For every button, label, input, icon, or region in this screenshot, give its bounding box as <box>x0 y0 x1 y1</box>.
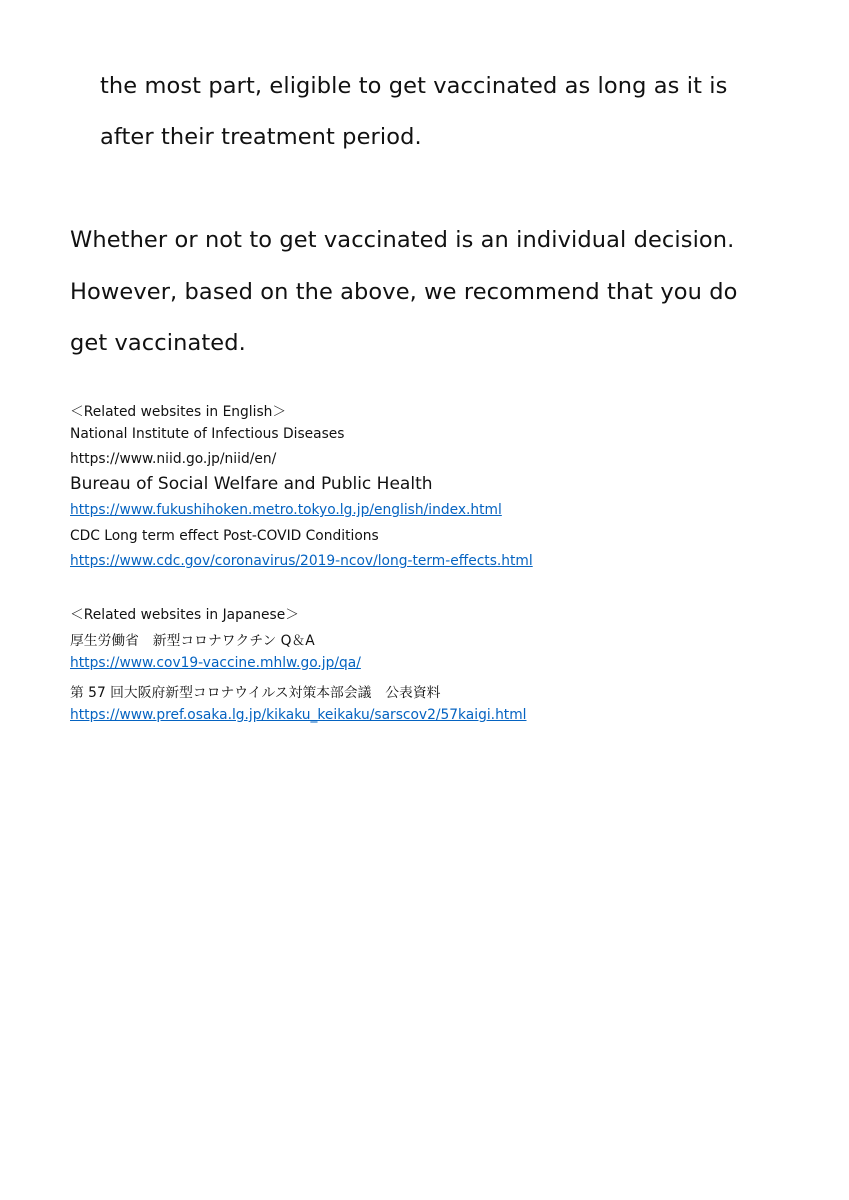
english-sites-heading: ＜Related websites in English＞ <box>70 404 287 420</box>
mhlw-name: 厚生労働省 新型コロナワクチン Q＆A <box>70 633 315 649</box>
japanese-sites-heading: ＜Related websites in Japanese＞ <box>70 607 300 623</box>
mhlw-link[interactable]: https://www.cov19-vaccine.mhlw.go.jp/qa/ <box>70 655 361 671</box>
cdc-name: CDC Long term effect Post-COVID Conditions <box>70 528 379 544</box>
osaka-link[interactable]: https://www.pref.osaka.lg.jp/kikaku_keikaku/sarscov2/57kaigi.html <box>70 707 527 723</box>
cdc-link[interactable]: https://www.cdc.gov/coronavirus/2019-ncov/long-term-effects.html <box>70 553 533 569</box>
tokyo-bureau-link[interactable]: https://www.fukushihoken.metro.tokyo.lg.jp/english/index.html <box>70 502 502 518</box>
recommendation-line-1: Whether or not to get vaccinated is an individual decision. <box>70 227 735 253</box>
osaka-name: 第 57 回大阪府新型コロナウイルス対策本部会議 公表資料 <box>70 685 441 701</box>
intro-line-2: after their treatment period. <box>100 124 422 150</box>
niid-url: https://www.niid.go.jp/niid/en/ <box>70 451 277 467</box>
tokyo-bureau-name: Bureau of Social Welfare and Public Health <box>70 474 433 494</box>
recommendation-line-3: get vaccinated. <box>70 330 246 356</box>
recommendation-line-2: However, based on the above, we recommend that you do <box>70 279 738 305</box>
intro-line-1: the most part, eligible to get vaccinated as long as it is <box>100 73 728 99</box>
niid-name: National Institute of Infectious Diseases <box>70 426 345 442</box>
